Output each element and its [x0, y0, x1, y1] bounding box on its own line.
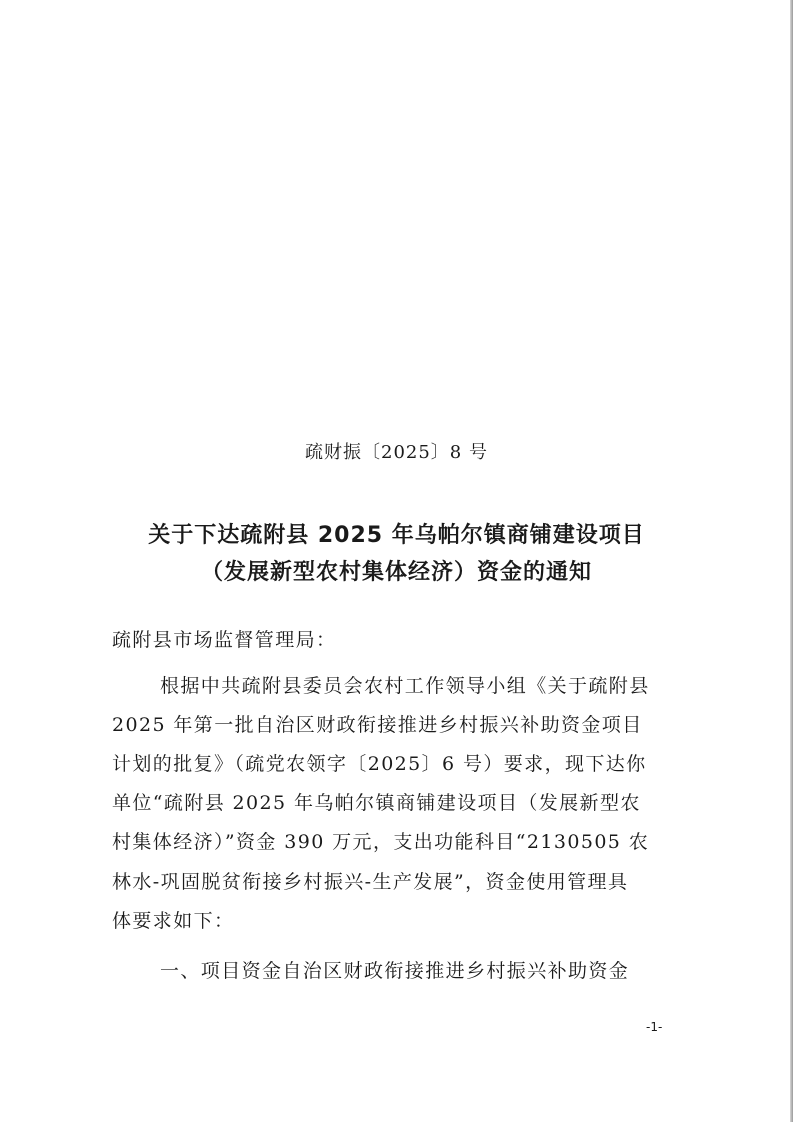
- body-line: 计划的批复》（疏党农领字〔2025〕6 号）要求，现下达你: [112, 753, 647, 775]
- page-number: -1-: [646, 1020, 663, 1034]
- body-line: 村集体经济）”资金 390 万元，支出功能科目“2130505 农: [112, 831, 650, 853]
- body-line: 体要求如下：: [112, 910, 235, 932]
- title-line-2: （发展新型农村集体经济）资金的通知: [200, 560, 592, 585]
- addressee: 疏附县市场监督管理局：: [112, 629, 337, 651]
- title-line-1: 关于下达疏附县 2025 年乌帕尔镇商铺建设项目: [148, 523, 645, 548]
- body-line: 2025 年第一批自治区财政衔接推进乡村振兴补助资金项目: [112, 714, 643, 736]
- section-heading: 一、项目资金自治区财政衔接推进乡村振兴补助资金: [160, 960, 630, 982]
- document-number: 疏财振〔2025〕8 号: [305, 442, 488, 463]
- body-line: 根据中共疏附县委员会农村工作领导小组《关于疏附县: [160, 675, 650, 697]
- body-line: 单位“疏附县 2025 年乌帕尔镇商铺建设项目（发展新型农: [112, 792, 641, 814]
- body-line: 林水-巩固脱贫衔接乡村振兴-生产发展”，资金使用管理具: [112, 871, 629, 893]
